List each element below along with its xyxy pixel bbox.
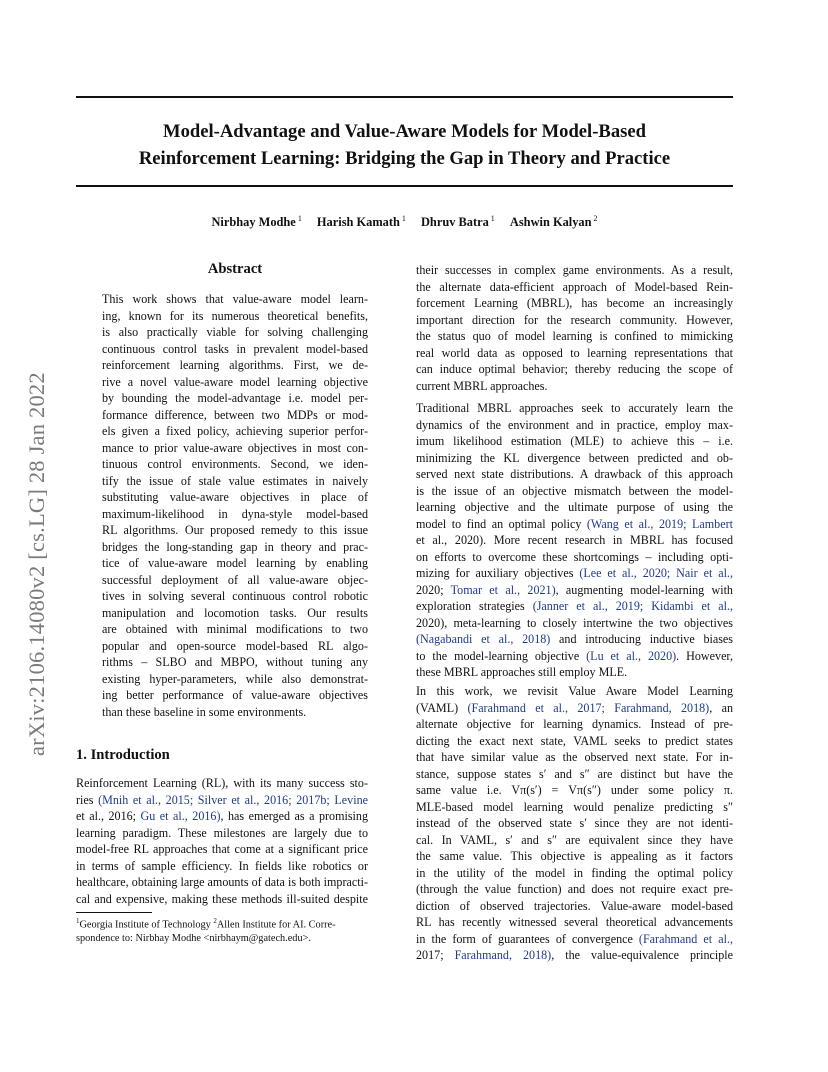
- text-line: on efforts to overcome these shortcomings – including opti-: [416, 549, 733, 564]
- footnote-marker: 2: [213, 917, 217, 925]
- paper-title: [76, 118, 733, 172]
- text-line: et al., 2016; Gu et al., 2016), has emerged as a promising: [76, 809, 368, 823]
- text-line: manipulation and locomotion tasks. Our results: [102, 605, 368, 620]
- text-line: (VAML) (Farahmand et al., 2017; Farahmand, 2018), an: [416, 700, 733, 715]
- text-line: existing hyper-parameters, while also demonstrat-: [102, 671, 368, 686]
- text-line: continuous control tasks in prevalent model-based: [102, 341, 368, 356]
- text-line: in terms of sample efficiency. In fields like robotics or: [76, 858, 368, 873]
- text-line: can induce optimal behavior; thereby reducing the scope of: [416, 362, 733, 376]
- text-line: minimizing the KL divergence between predicted and ob-: [416, 450, 733, 465]
- text-line: model to find an optimal policy (Wang et al., 2019; Lambert: [416, 516, 733, 531]
- text-line: cal and expensive, making these methods ill-suited despite: [76, 891, 368, 906]
- text-line: in the form of guarantees of convergence (Farahmand et al.,: [416, 931, 733, 946]
- author: [421, 215, 495, 229]
- text-line: reinforcement learning algorithms. First, we de-: [102, 358, 368, 372]
- footnote-marker: 1: [76, 917, 80, 925]
- text-line: els given a fixed policy, achieving superior perfor-: [102, 424, 368, 438]
- text-line: successful deployment of all value-aware objec-: [102, 572, 368, 587]
- text-line: ing, known for its numerous theoretical benefits,: [102, 308, 368, 323]
- abstract-heading: Abstract: [207, 261, 263, 277]
- title-line: Model-Advantage and Value-Aware Models for Model-Based: [163, 121, 646, 142]
- text-line: rithms – SLBO and MBPO, without tuning any: [102, 655, 368, 669]
- author-list: [76, 214, 733, 230]
- citation-link[interactable]: Farahmand, 2018): [454, 948, 552, 962]
- text-line: cal. In VAML, s′ and s″ are equivalent since they have: [416, 832, 733, 847]
- text-line: bridges the long-standing gap in theory and prac-: [102, 539, 368, 554]
- citation-link[interactable]: (Farahmand et al.,: [638, 931, 733, 946]
- author: [510, 215, 598, 229]
- section-heading-introduction: 1. Introduction: [76, 747, 170, 763]
- text-line: popular and open-source model-based RL algo-: [102, 638, 368, 653]
- author: [317, 215, 406, 229]
- author-affiliation: 1: [297, 214, 302, 223]
- text-line: by bounding the model-advantage i.e. model per-: [102, 391, 368, 405]
- author-name: Dhruv Batra: [420, 215, 489, 230]
- text-line: maximum-likelihood in dyna-style model-based: [102, 506, 368, 521]
- text-line: than these baseline in some environments.: [102, 704, 307, 719]
- text-line: RL has recently witnessed several theoretical advancements: [416, 915, 733, 929]
- text-line: to the model-learning objective (Lu et al., 2020). However,: [416, 648, 733, 663]
- author-affiliation: 1: [401, 214, 406, 223]
- arxiv-stamp: arXiv:2106.14080v2 [cs.LG] 28 Jan 2022: [24, 372, 49, 756]
- citation-link[interactable]: (Lu et al., 2020): [586, 648, 677, 663]
- text-line: these MBRL approaches still employ MLE.: [416, 665, 628, 679]
- text-line: diction of observed trajectories. Value-aware model-based: [416, 898, 733, 913]
- text-line: forcement Learning (MBRL), has become an increasingly: [416, 296, 733, 310]
- text-line: rive a novel value-aware model learning objective: [102, 374, 368, 389]
- text-line: learning objective and the ultimate purpose of using the: [416, 500, 733, 514]
- text-line: that have similar value as the observed next state. For in-: [416, 750, 733, 764]
- title-line: Reinforcement Learning: Bridging the Gap in Theory and Practice: [138, 148, 671, 169]
- text-line: alternate objective for learning dynamics. Instead of pre-: [416, 717, 733, 731]
- citation-link[interactable]: (Nagabandi et al., 2018): [416, 632, 551, 646]
- introduction-body: [76, 775, 368, 907]
- text-line: tinuous control environments. Second, we iden-: [102, 457, 368, 471]
- text-line: tify the issue of stale value estimates in naively: [102, 473, 368, 488]
- text-line: is also practically viable for solving challenging: [102, 325, 368, 339]
- text-line: imum likelihood estimation (MLE) to achieve this – i.e.: [416, 434, 733, 448]
- text-line: healthcare, obtaining large amounts of data is both impracti-: [76, 875, 368, 889]
- abstract-body: [102, 291, 368, 720]
- text-line: the status quo of model learning is confined to mimicking: [416, 329, 733, 343]
- text-line: model-free RL approaches that come at a significant price: [76, 842, 368, 856]
- text-line: 2020), meta-learning to closely intertwine the two objectives: [416, 615, 733, 630]
- text-line: formance difference, between two MDPs or mod-: [102, 407, 368, 422]
- citation-link[interactable]: Gu et al., 2016): [140, 809, 221, 823]
- text-line: same value i.e. Vπ(s′) = Vπ(s″) under some policy π.: [416, 783, 733, 797]
- text-line: substituting value-aware objectives in place of: [102, 490, 368, 504]
- text-line: the same value. This objective is appealing as it factors: [416, 849, 733, 863]
- author-name: Ashwin Kalyan: [509, 215, 592, 230]
- citation-link[interactable]: Tomar et al., 2021): [450, 582, 556, 597]
- text-line: ing better performance of value-aware objectives: [102, 688, 368, 702]
- text-line: the alternate data-efficient approach of Model-based Rein-: [416, 279, 733, 294]
- right-column-paragraph-1: [416, 262, 733, 394]
- citation-link[interactable]: (Farahmand et al., 2017; Farahmand, 2018): [467, 700, 710, 715]
- text-line: Reinforcement Learning (RL), with its many success sto-: [76, 776, 368, 790]
- text-line: tice of value-aware model learning by enabling: [102, 556, 368, 570]
- footnote-line: $^1$Georgia Institute of Technology $^2$Allen Institute for AI. Corre-: [76, 917, 336, 931]
- text-line: RL algorithms. Our proposed remedy to this issue: [102, 523, 368, 537]
- text-line: et al., 2020). More recent research in MBRL has focused: [416, 533, 733, 547]
- text-line: dicting the exact next state, VAML seeks to predict states: [416, 733, 733, 748]
- text-line: stance, suppose states s′ and s″ are distinct but have the: [416, 766, 733, 781]
- text-line: 2020; Tomar et al., 2021), augmenting model-learning with: [416, 582, 733, 597]
- text-line: 2017; Farahmand, 2018), the value-equivalence principle: [416, 948, 733, 962]
- footnote-rule: [76, 912, 152, 913]
- text-line: MLE-based model learning would penalize predicting s″: [416, 799, 733, 814]
- text-line: dynamics of the environment and in practice, employ max-: [416, 417, 733, 432]
- right-column-paragraph-2: [416, 400, 733, 681]
- text-line: mizing for auxiliary objectives (Lee et al., 2020; Nair et al.,: [416, 566, 733, 580]
- text-line: instead of the observed state s′ since they are not identi-: [416, 816, 733, 830]
- title-top-rule: [76, 96, 733, 98]
- footnote-line: spondence to: Nirbhay Modhe <nirbhaym@gatech.edu>.: [76, 933, 311, 945]
- text-line: Traditional MBRL approaches seek to accurately learn the: [416, 401, 733, 415]
- text-line: (through the value function) and does not require exact pre-: [416, 882, 733, 896]
- author-affiliation: 2: [593, 214, 598, 223]
- text-line: (Nagabandi et al., 2018) and introducing inductive biases: [416, 632, 733, 646]
- text-line: exploration strategies (Janner et al., 2019; Kidambi et al.,: [416, 599, 734, 613]
- text-line: real world data as opposed to learning representations that: [416, 345, 733, 360]
- text-line: is the issue of an objective mismatch between the model-: [416, 483, 733, 498]
- citation-link[interactable]: (Janner et al., 2019; Kidambi et al.,: [532, 599, 734, 613]
- author-name: Nirbhay Modhe: [211, 215, 296, 230]
- citation-link[interactable]: (Lee et al., 2020; Nair et al.,: [579, 566, 733, 580]
- text-line: are obtained with minimal modifications to two: [102, 622, 368, 636]
- author-affiliation: 1: [490, 214, 495, 223]
- citation-link[interactable]: (Mnih et al., 2015; Silver et al., 2016; 2017b; Levine: [98, 792, 368, 807]
- author: [211, 215, 301, 229]
- text-line: served next state distributions. A drawback of this approach: [416, 467, 733, 481]
- text-line: In this work, we revisit Value Aware Model Learning: [416, 684, 733, 698]
- text-line: This work shows that value-aware model learn-: [102, 292, 368, 306]
- text-line: tives in solving several continuous control robotic: [102, 589, 368, 603]
- text-line: current MBRL approaches.: [416, 378, 548, 393]
- text-line: mance to prior value-aware objectives in most con-: [102, 440, 368, 455]
- text-line: in the utility of the model in finding the optimal policy: [416, 865, 733, 880]
- text-line: learning paradigm. These milestones are largely due to: [76, 825, 368, 840]
- right-column-paragraph-3: [416, 683, 733, 964]
- text-line: their successes in complex game environments. As a result,: [416, 263, 733, 277]
- author-name: Harish Kamath: [316, 215, 400, 230]
- title-bottom-rule: [76, 185, 733, 187]
- text-line: ries (Mnih et al., 2015; Silver et al., 2016; 2017b; Levine: [76, 792, 368, 807]
- footnote: [76, 914, 368, 946]
- text-line: important direction for the research community. However,: [416, 312, 733, 327]
- citation-link[interactable]: (Wang et al., 2019; Lambert: [586, 516, 733, 531]
